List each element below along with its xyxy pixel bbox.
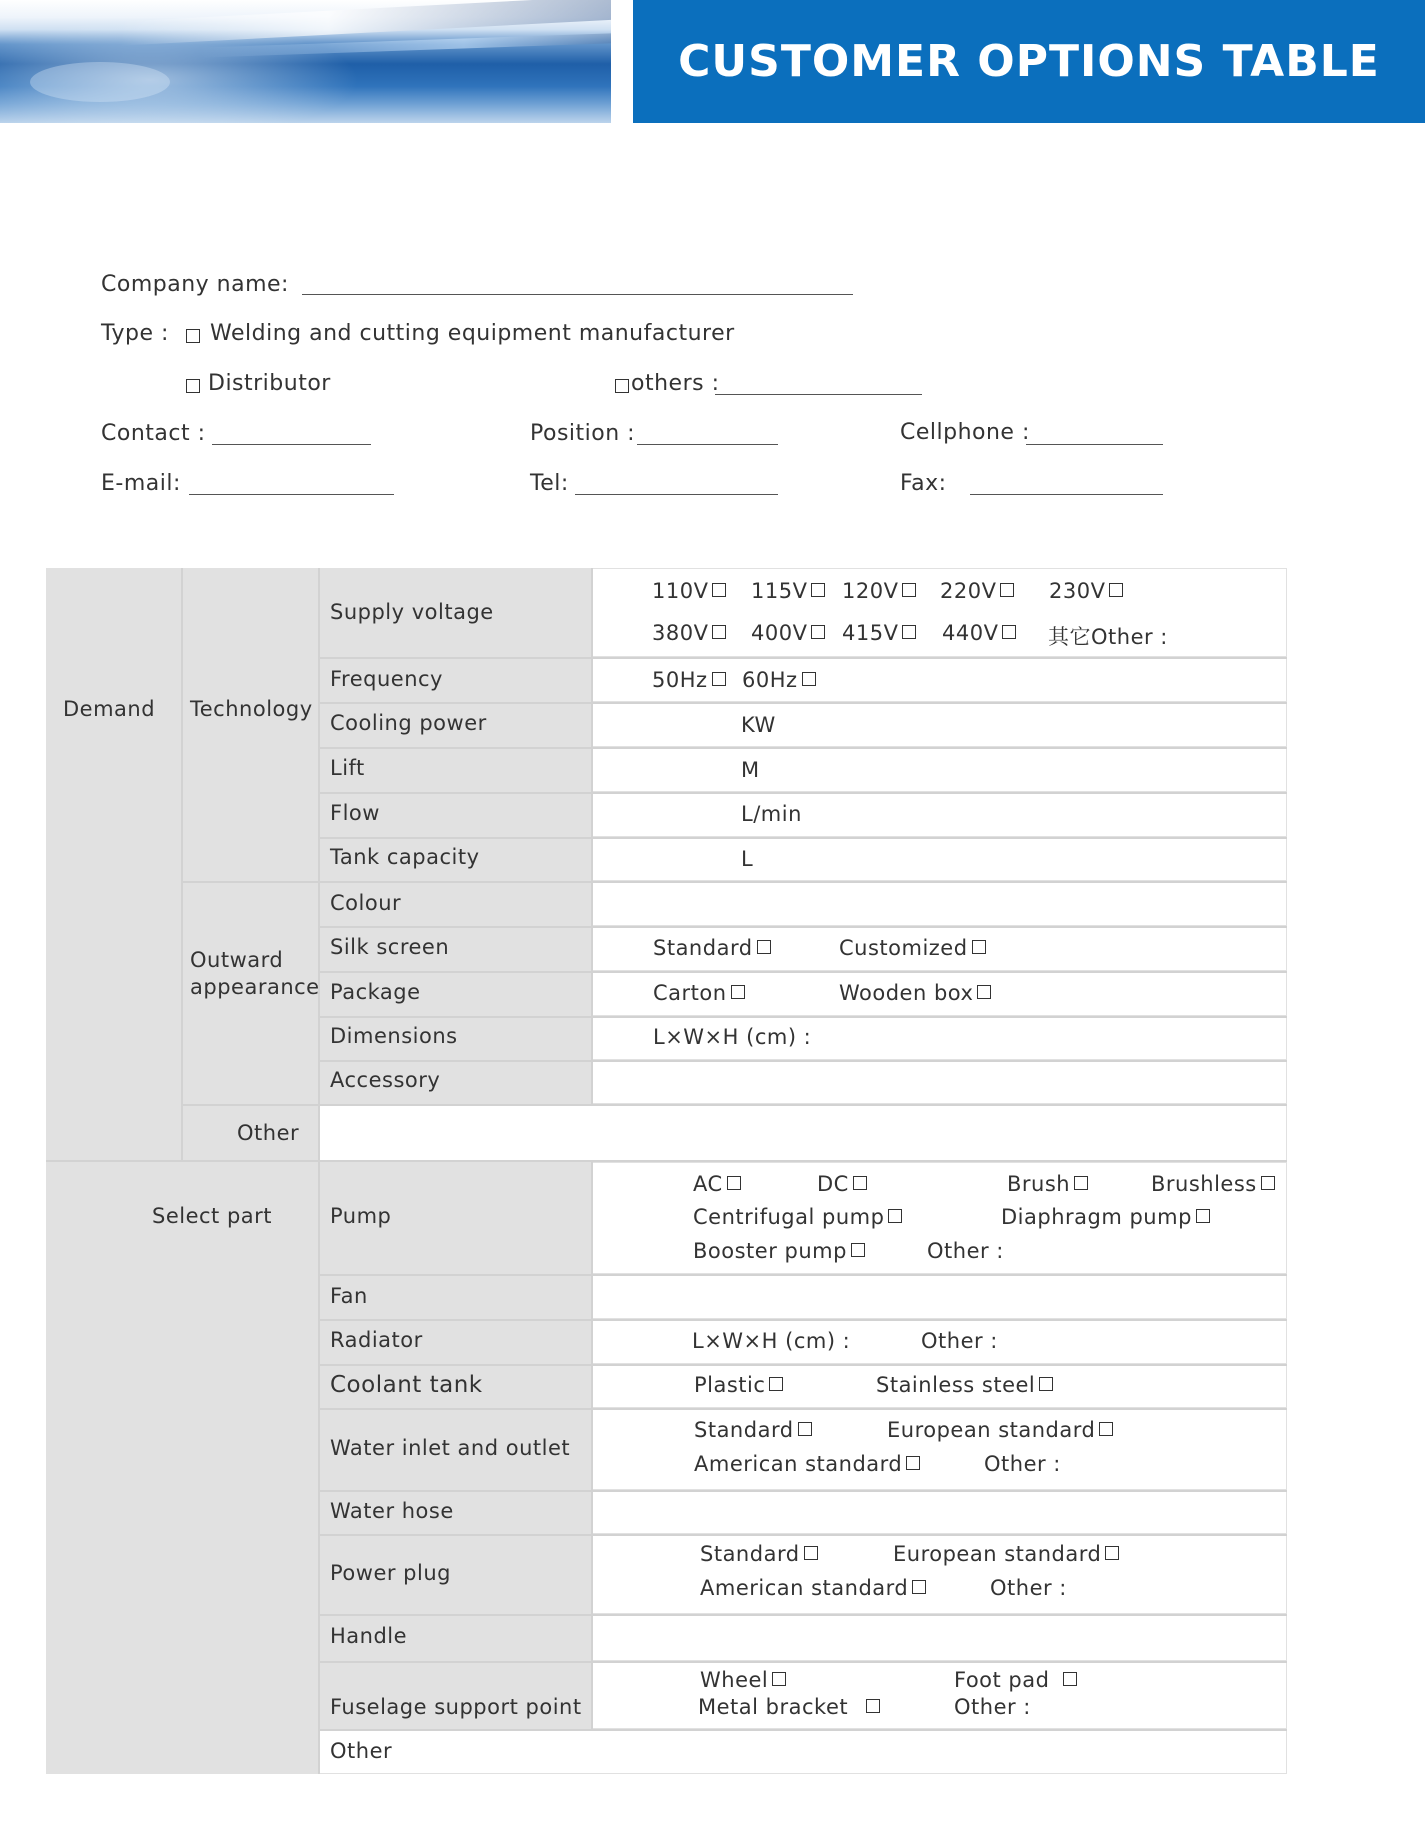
tank-capacity-value[interactable] <box>593 839 1286 880</box>
contact-label: Contact : <box>101 421 206 446</box>
fax-label: Fax: <box>900 471 947 496</box>
row-pump: Pump <box>330 1204 392 1228</box>
power-plug-standard-option[interactable]: Standard <box>700 1542 822 1566</box>
pump-ac-option[interactable]: AC <box>693 1172 745 1196</box>
company-name-field[interactable] <box>302 294 853 295</box>
dimensions-lwh: L×W×H (cm) : <box>653 1025 812 1049</box>
fuselage-wheel-option[interactable]: Wheel <box>700 1668 790 1692</box>
header-banner-image <box>0 0 611 123</box>
row-lift: Lift <box>330 756 365 780</box>
silk-customized-option[interactable]: Customized <box>839 936 990 960</box>
fan-value[interactable] <box>593 1276 1286 1318</box>
frequency-50hz[interactable]: 50Hz <box>652 668 730 692</box>
row-dimensions: Dimensions <box>330 1024 458 1048</box>
tel-field[interactable] <box>575 494 778 495</box>
bottom-other-value[interactable] <box>320 1731 1286 1773</box>
flow-value[interactable] <box>593 794 1286 836</box>
row-radiator: Radiator <box>330 1328 423 1352</box>
package-wooden-box-option[interactable]: Wooden box <box>839 981 995 1005</box>
type-others-label: others : <box>631 371 720 396</box>
page-title: CUSTOMER OPTIONS TABLE <box>633 0 1425 123</box>
water-inlet-american-option[interactable]: American standard <box>694 1452 924 1476</box>
pump-other: Other : <box>927 1239 1004 1263</box>
cooling-power-value[interactable] <box>593 704 1286 746</box>
power-plug-other: Other : <box>990 1576 1067 1600</box>
colour-value[interactable] <box>593 883 1286 925</box>
radiator-other: Other : <box>921 1329 998 1353</box>
fuselage-metal-bracket-option[interactable]: Metal bracket <box>698 1695 884 1719</box>
type-others-checkbox[interactable] <box>615 379 629 393</box>
water-inlet-other: Other : <box>984 1452 1061 1476</box>
type-manufacturer-checkbox[interactable] <box>186 329 200 343</box>
row-supply-voltage: Supply voltage <box>330 600 494 624</box>
position-label: Position : <box>530 421 636 446</box>
outward-label-line2: appearance <box>190 975 320 999</box>
row-bottom-other: Other <box>330 1739 393 1763</box>
package-carton-option[interactable]: Carton <box>653 981 749 1005</box>
outward-label-line1: Outward <box>190 948 284 972</box>
unit-lmin: L/min <box>741 802 802 826</box>
silk-standard-option[interactable]: Standard <box>653 936 775 960</box>
row-water-inlet: Water inlet and outlet <box>330 1436 571 1460</box>
demand-other-label: Other <box>237 1121 300 1145</box>
voltage-110v[interactable]: 110V <box>652 579 730 603</box>
type-label: Type : <box>101 321 169 346</box>
cellphone-field[interactable] <box>1026 444 1163 445</box>
voltage-415v[interactable]: 415V <box>842 621 920 645</box>
row-flow: Flow <box>330 801 380 825</box>
email-label: E-mail: <box>101 471 181 496</box>
unit-m: M <box>741 758 760 782</box>
voltage-other: 其它Other : <box>1048 625 1168 649</box>
accessory-value[interactable] <box>593 1062 1286 1103</box>
row-silk-screen: Silk screen <box>330 935 450 959</box>
unit-kw: KW <box>741 713 776 737</box>
handle-value[interactable] <box>593 1616 1286 1660</box>
voltage-120v[interactable]: 120V <box>842 579 920 603</box>
water-hose-value[interactable] <box>593 1492 1286 1533</box>
pump-brush-option[interactable]: Brush <box>1007 1172 1092 1196</box>
radiator-lwh: L×W×H (cm) : <box>692 1329 851 1353</box>
row-fuselage: Fuselage support point <box>330 1695 582 1719</box>
fuselage-value[interactable] <box>593 1663 1286 1728</box>
type-others-field[interactable] <box>715 394 922 395</box>
lift-value[interactable] <box>593 749 1286 791</box>
row-handle: Handle <box>330 1624 408 1648</box>
row-colour: Colour <box>330 891 402 915</box>
cellphone-label: Cellphone : <box>900 420 1030 445</box>
voltage-230v[interactable]: 230V <box>1049 579 1127 603</box>
row-fan: Fan <box>330 1284 368 1308</box>
frequency-60hz[interactable]: 60Hz <box>742 668 820 692</box>
row-power-plug: Power plug <box>330 1561 451 1585</box>
unit-l: L <box>741 847 754 871</box>
fuselage-foot-pad-option[interactable]: Foot pad <box>954 1668 1081 1692</box>
power-plug-american-option[interactable]: American standard <box>700 1576 930 1600</box>
fuselage-other: Other : <box>954 1695 1031 1719</box>
tel-label: Tel: <box>530 471 569 496</box>
demand-other-value[interactable] <box>320 1106 1286 1160</box>
position-field[interactable] <box>637 444 778 445</box>
coolant-plastic-option[interactable]: Plastic <box>694 1373 787 1397</box>
power-plug-european-option[interactable]: European standard <box>893 1542 1123 1566</box>
voltage-440v[interactable]: 440V <box>942 621 1020 645</box>
email-field[interactable] <box>189 494 394 495</box>
row-cooling-power: Cooling power <box>330 711 487 735</box>
row-frequency: Frequency <box>330 667 443 691</box>
water-inlet-european-option[interactable]: European standard <box>887 1418 1117 1442</box>
voltage-380v[interactable]: 380V <box>652 621 730 645</box>
technology-label: Technology <box>190 697 313 721</box>
row-water-hose: Water hose <box>330 1499 454 1523</box>
pump-dc-option[interactable]: DC <box>817 1172 871 1196</box>
pump-brushless-option[interactable]: Brushless <box>1151 1172 1279 1196</box>
pump-booster-option[interactable]: Booster pump <box>693 1239 869 1263</box>
type-distributor-label: Distributor <box>208 371 331 396</box>
row-tank-capacity: Tank capacity <box>330 845 480 869</box>
pump-centrifugal-option[interactable]: Centrifugal pump <box>693 1205 906 1229</box>
voltage-220v[interactable]: 220V <box>940 579 1018 603</box>
select-part-label: Select part <box>152 1204 273 1228</box>
row-accessory: Accessory <box>330 1068 441 1092</box>
coolant-stainless-option[interactable]: Stainless steel <box>876 1373 1057 1397</box>
demand-label: Demand <box>63 697 156 721</box>
type-distributor-checkbox[interactable] <box>186 379 200 393</box>
pump-diaphragm-option[interactable]: Diaphragm pump <box>1001 1205 1214 1229</box>
voltage-400v[interactable]: 400V <box>751 621 829 645</box>
company-name-label: Company name: <box>101 272 289 297</box>
row-package: Package <box>330 980 421 1004</box>
fax-field[interactable] <box>970 494 1163 495</box>
water-inlet-standard-option[interactable]: Standard <box>694 1418 816 1442</box>
row-coolant-tank: Coolant tank <box>330 1372 483 1398</box>
voltage-115v[interactable]: 115V <box>751 579 829 603</box>
type-manufacturer-label: Welding and cutting equipment manufacturer <box>210 321 735 346</box>
contact-field[interactable] <box>212 444 371 445</box>
